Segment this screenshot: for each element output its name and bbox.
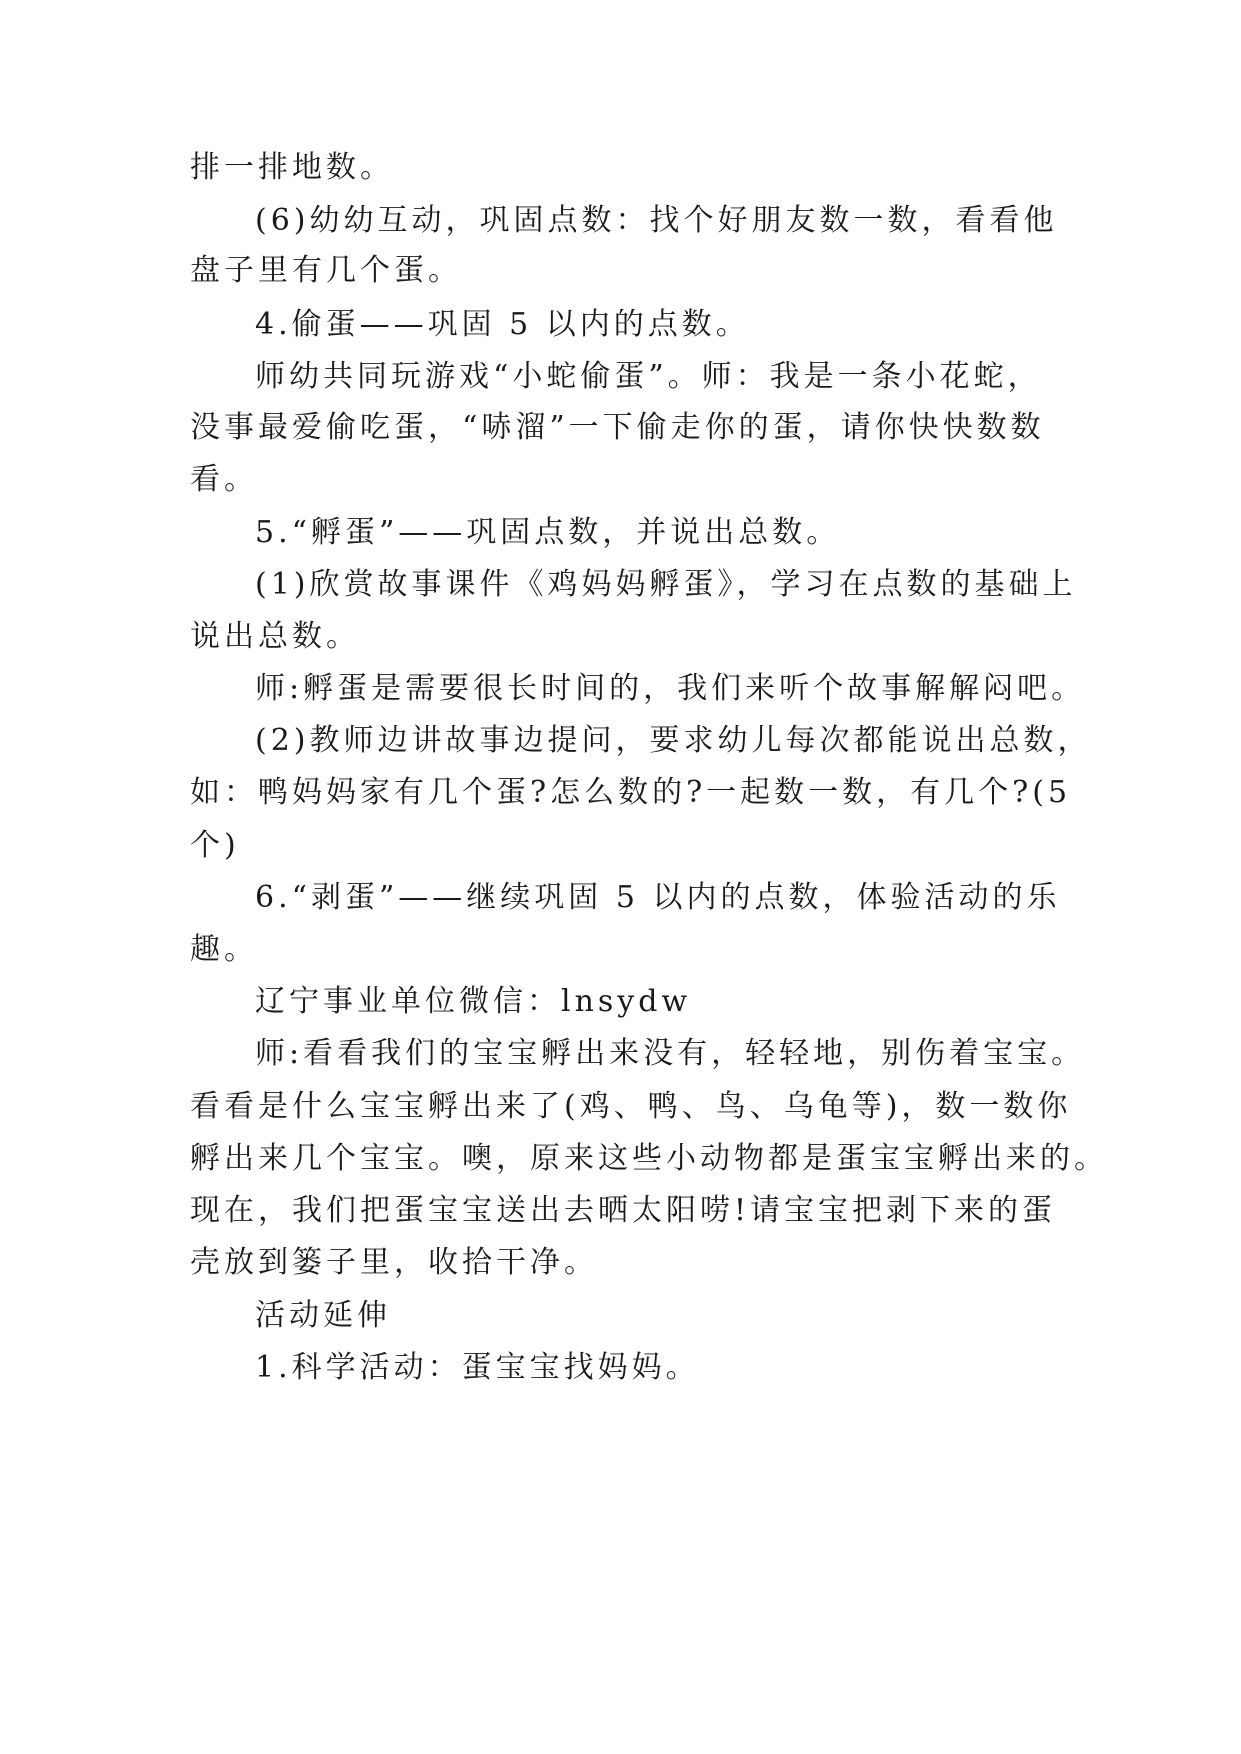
text-line: 盘子里有几个蛋。 (190, 253, 462, 288)
text-line: (2)教师边讲故事边提问，要求幼儿每次都能说出总数， (255, 723, 1092, 758)
text-line: 师幼共同玩游戏“小蛇偷蛋”。师：我是一条小花蛇， (255, 359, 1042, 394)
text-line: 师:孵蛋是需要很长时间的，我们来听个故事解解闷吧。 (255, 671, 1086, 706)
text-line: 个) (190, 828, 240, 863)
text-line: 看。 (190, 462, 258, 497)
text-line: 现在，我们把蛋宝宝送出去晒太阳唠!请宝宝把剥下来的蛋 (190, 1193, 1057, 1228)
text-line: 5.“孵蛋”——巩固点数，并说出总数。 (255, 515, 841, 550)
text-line: (6)幼幼互动，巩固点数：找个好朋友数一数，看看他 (255, 203, 1058, 238)
text-line: (1)欣赏故事课件《鸡妈妈孵蛋》，学习在点数的基础上 (255, 567, 1077, 602)
text-line: 孵出来几个宝宝。噢，原来这些小动物都是蛋宝宝孵出来的。 (190, 1141, 1108, 1176)
text-line: 说出总数。 (190, 619, 360, 654)
text-line: 1.科学活动：蛋宝宝找妈妈。 (255, 1350, 700, 1385)
text-line: 如：鸭妈妈家有几个蛋?怎么数的?一起数一数，有几个?(5 (190, 775, 1072, 810)
section-heading: 活动延伸 (255, 1298, 391, 1333)
text-line: 趣。 (190, 932, 258, 967)
text-line: 4.偷蛋——巩固 5 以内的点数。 (255, 307, 750, 342)
text-line: 没事最爱偷吃蛋，“哧溜”一下偷走你的蛋，请你快快数数 (190, 410, 1045, 445)
text-line: 辽宁事业单位微信：lnsydw (255, 984, 692, 1019)
text-line: 看看是什么宝宝孵出来了(鸡、鸭、鸟、乌龟等)，数一数你 (190, 1089, 1072, 1124)
text-line: 壳放到篓子里，收拾干净。 (190, 1245, 598, 1280)
text-line: 6.“剥蛋”——继续巩固 5 以内的点数，体验活动的乐 (255, 880, 1061, 915)
text-line: 师:看看我们的宝宝孵出来没有，轻轻地，别伤着宝宝。 (255, 1036, 1086, 1071)
text-line: 排一排地数。 (190, 150, 394, 185)
